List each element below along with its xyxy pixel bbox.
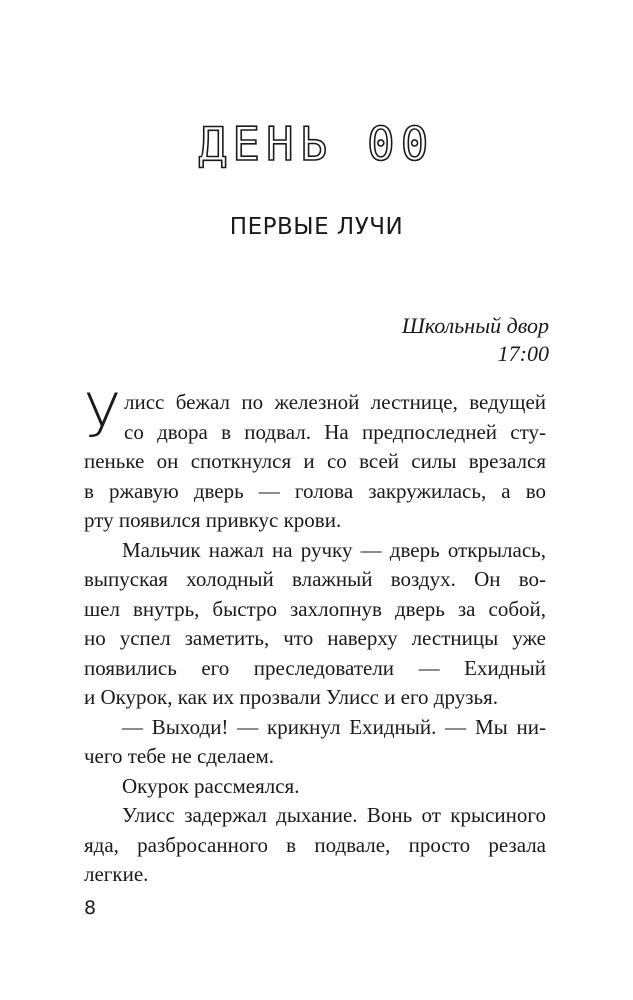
first-paragraph-start (84, 381, 546, 451)
text-line: рту появился привкус крови. (84, 508, 342, 532)
text-line: яда, разбросанного в подвале, просто резала (84, 832, 546, 857)
location-place: Школьный двор (401, 313, 549, 338)
text-line: пеньке он споткнулся и со всей силы врезался (84, 449, 546, 473)
text-line: лисс бежал по железной лестнице, ведущей (124, 390, 546, 414)
text-line: появились его преследователи — Ехидный (84, 655, 546, 680)
text-line: Улисс задержал дыхание. Вонь от крысиного (122, 803, 546, 827)
text-line: шел внутрь, быстро захлопнув дверь за собой, (84, 596, 546, 621)
drop-cap: У (84, 381, 121, 451)
text-line: в ржавую дверь — голова закружилась, а во (84, 478, 546, 503)
location-header (402, 312, 549, 368)
page-number: 8 (84, 897, 97, 919)
chapter-title: ПЕРВЫЕ ЛУЧИ (229, 214, 404, 240)
text-line: но успел заметить, что наверху лестницы уже (84, 626, 546, 650)
text-line: и Окурок, как их прозвали Улисс и его друзья. (84, 685, 499, 709)
location-time: 17:00 (497, 341, 549, 366)
body-text (84, 381, 546, 890)
text-line: легкие. (84, 862, 149, 886)
text-line: чего тебе не сделаем. (84, 744, 274, 768)
text-line: — Выходи! — крикнул Ехидный. — Мы ни- (122, 714, 546, 739)
text-line: выпуская холодный влажный воздух. Он во- (84, 567, 546, 591)
text-line: Мальчик нажал на ручку — дверь открылась, (122, 537, 546, 562)
text-line: Окурок рассмеялся. (122, 773, 300, 798)
text-line: со двора в подвал. На предпоследней сту- (124, 419, 546, 444)
day-title: ДЕНЬ 00 (198, 117, 435, 171)
